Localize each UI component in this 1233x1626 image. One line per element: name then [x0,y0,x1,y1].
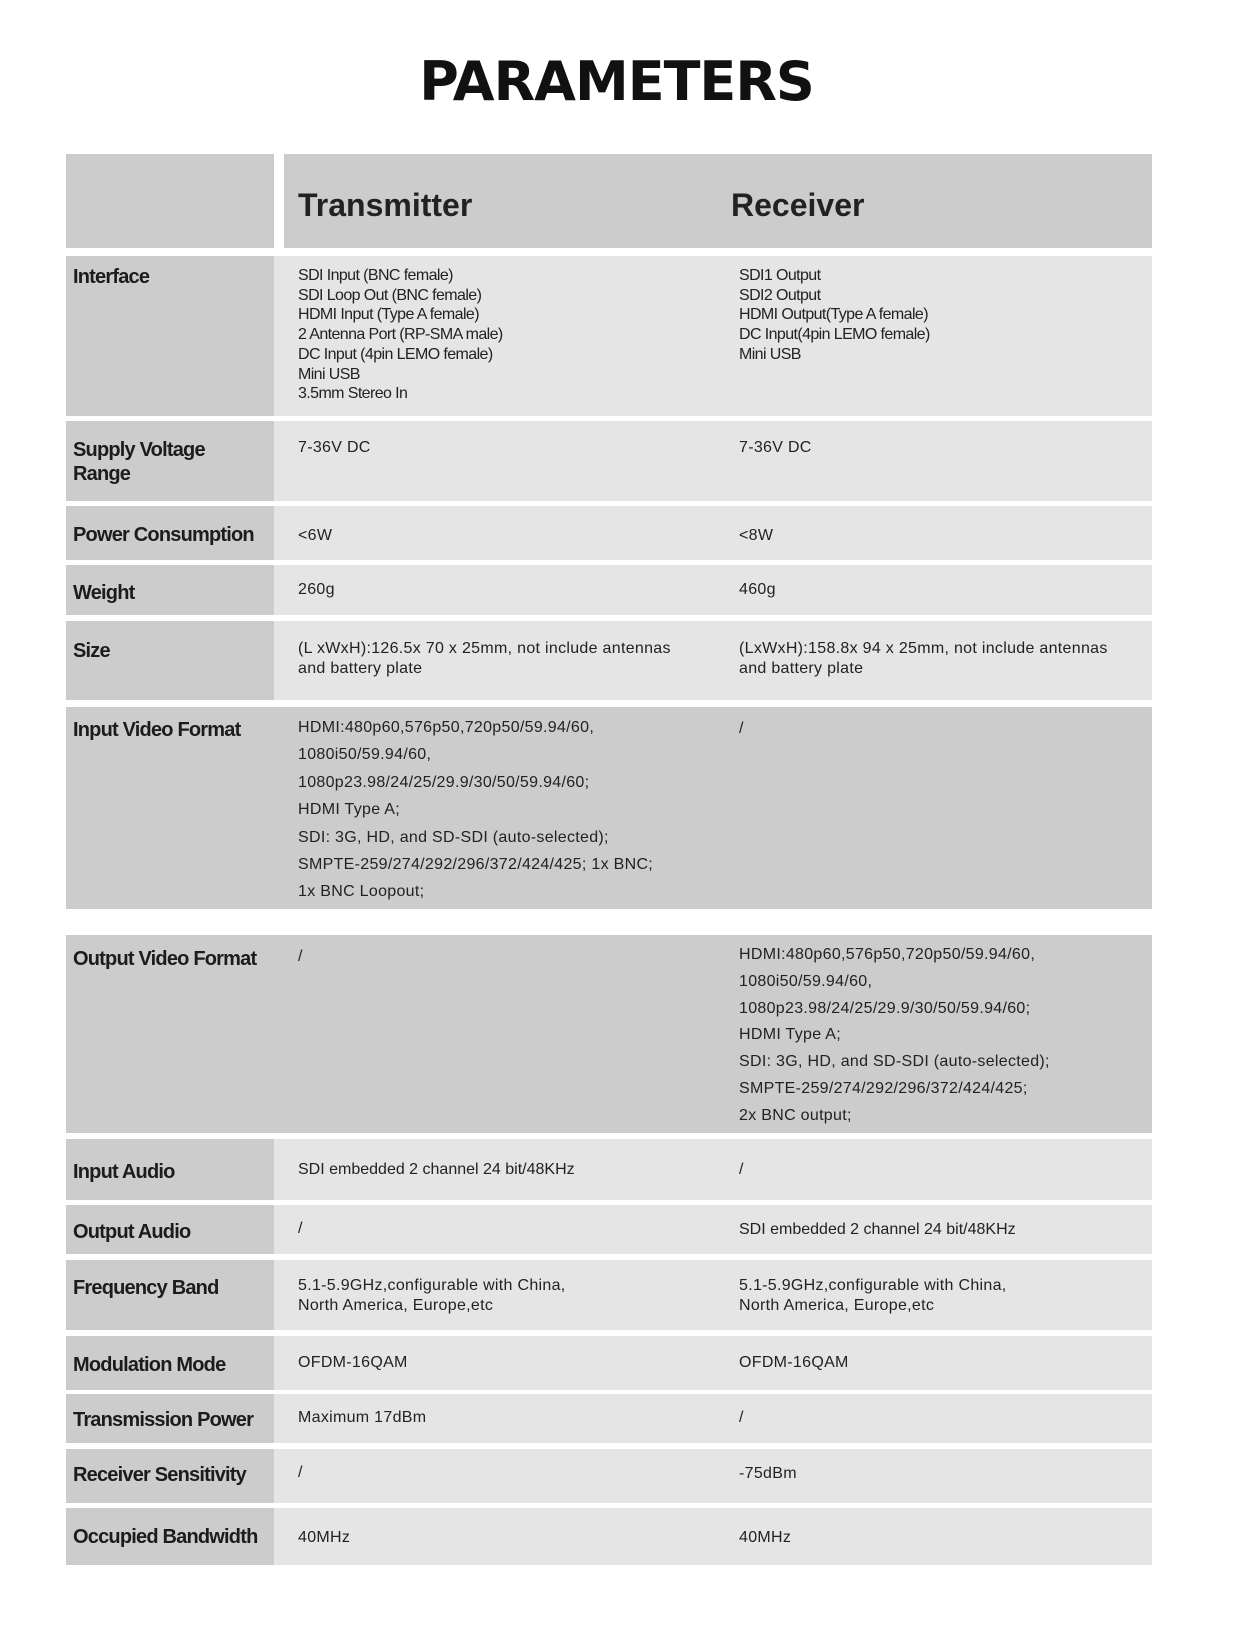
transmitter-value: 5.1-5.9GHz,configurable with China, North America, Europe,etc [298,1277,566,1314]
row-label: Supply Voltage Range [66,421,274,501]
row-label: Weight [66,565,274,615]
row-power-consumption [66,506,1152,560]
receiver-value: 460g [739,581,776,598]
receiver-value: / [739,1161,744,1178]
receiver-value: / [739,720,744,737]
row-transmission-power [66,1394,1152,1443]
transmitter-value: / [298,1464,303,1481]
receiver-value: OFDM-16QAM [739,1354,849,1371]
receiver-value: <8W [739,527,774,544]
column-header-transmitter: Transmitter [298,187,473,223]
row-output-audio [66,1205,1152,1254]
row-label: Input Audio [66,1139,274,1200]
row-label: Transmission Power [66,1394,274,1443]
row-receiver-sensitivity [66,1449,1152,1503]
row-supply-voltage [66,421,1152,501]
row-input-audio [66,1139,1152,1200]
row-size [66,621,1152,700]
transmitter-value: / [298,1220,303,1237]
receiver-value: -75dBm [739,1465,797,1482]
row-label: Output Audio [66,1205,274,1254]
receiver-value: 40MHz [739,1529,792,1546]
row-label: Interface [66,256,274,416]
transmitter-value: 7-36V DC [298,439,371,456]
transmitter-value: 40MHz [298,1529,351,1546]
row-values [274,421,1152,501]
row-label: Occupied Bandwidth [66,1508,274,1565]
transmitter-value: HDMI:480p60,576p50,720p50/59.94/60, 1080i50/59.94/60, 1080p23.98/24/25/29.9/30/50/59.94/60; HDMI Type A; SDI: 3G, HD, and SD-SDI (auto-selected); SMPTE-259/274/292/296/372/424/425; 1x BNC; 1x BNC Loopout; [298,719,654,901]
row-label: Frequency Band [66,1260,274,1330]
header-columns [284,154,1152,248]
page-title: PARAMETERS [419,50,814,113]
transmitter-value: / [298,948,303,965]
transmitter-value: 260g [298,581,335,598]
row-label: Receiver Sensitivity [66,1449,274,1503]
transmitter-value: OFDM-16QAM [298,1354,408,1371]
receiver-value: 5.1-5.9GHz,configurable with China, North America, Europe,etc [739,1277,1007,1314]
table-header [66,154,1152,248]
transmitter-value: Maximum 17dBm [298,1409,427,1426]
row-frequency-band [66,1260,1152,1330]
row-interface [66,256,1152,416]
row-label: Modulation Mode [66,1336,274,1390]
row-label: Output Video Format [66,935,274,1133]
column-header-receiver: Receiver [731,187,865,223]
row-output-video-format [66,935,1152,1133]
transmitter-value: SDI Input (BNC female) SDI Loop Out (BNC female) HDMI Input (Type A female) 2 Antenna Port (RP-SMA male) DC Input (4pin LEMO female) Mini USB 3.5mm Stereo In [298,267,503,403]
transmitter-value: (L xWxH):126.5x 70 x 25mm, not include antennas and battery plate [298,640,671,677]
header-blank-cell [66,154,274,248]
transmitter-value: <6W [298,527,333,544]
row-input-video-format [66,707,1152,909]
row-label: Size [66,621,274,700]
row-label: Power Consumption [66,506,274,560]
receiver-value: SDI embedded 2 channel 24 bit/48KHz [739,1221,1016,1238]
row-occupied-bandwidth [66,1508,1152,1565]
row-label: Input Video Format [66,707,274,909]
receiver-value: 7-36V DC [739,439,812,456]
transmitter-value: SDI embedded 2 channel 24 bit/48KHz [298,1161,575,1178]
receiver-value: (LxWxH):158.8x 94 x 25mm, not include antennas and battery plate [739,640,1108,677]
receiver-value: HDMI:480p60,576p50,720p50/59.94/60, 1080i50/59.94/60, 1080p23.98/24/25/29.9/30/50/59.94/60; HDMI Type A; SDI: 3G, HD, and SD-SDI (auto-selected); SMPTE-259/274/292/296/372/424/425; 2x BNC output; [739,946,1050,1124]
receiver-value: / [739,1409,744,1426]
row-weight [66,565,1152,615]
row-modulation-mode [66,1336,1152,1390]
receiver-value: SDI1 Output SDI2 Output HDMI Output(Type A female) DC Input(4pin LEMO female) Mini USB [739,267,930,363]
